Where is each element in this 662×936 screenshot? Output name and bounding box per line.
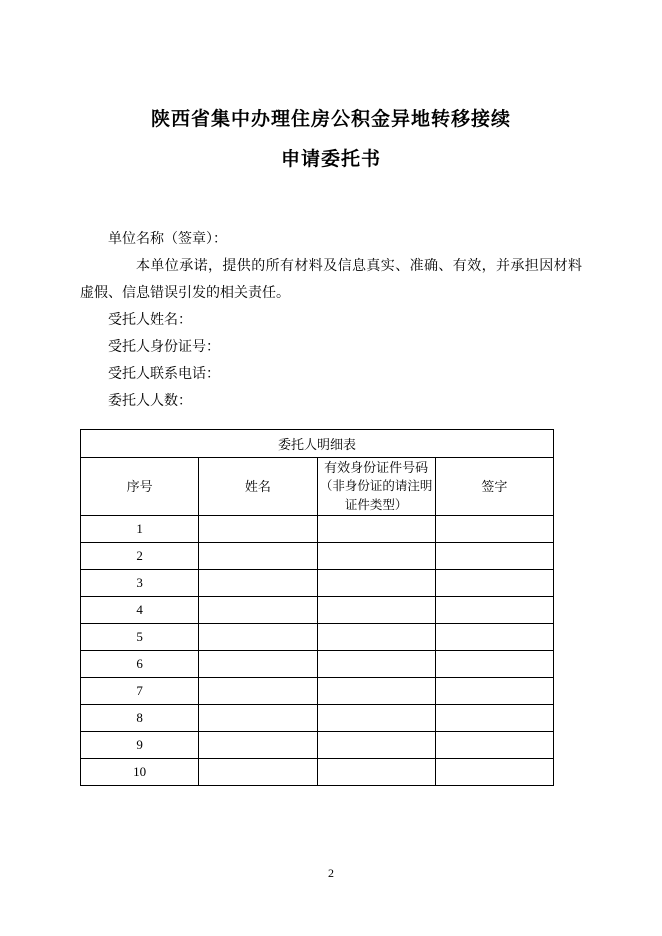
row-signature[interactable] <box>435 516 553 543</box>
field-trustee-id: 受托人身份证号： <box>108 340 220 355</box>
row-no: 5 <box>81 624 199 651</box>
row-name[interactable] <box>199 543 317 570</box>
row-signature[interactable] <box>435 543 553 570</box>
unit-name-label: 单位名称（签章）： <box>108 232 227 247</box>
header-no: 序号 <box>81 458 199 516</box>
row-id[interactable] <box>317 597 435 624</box>
table-row <box>81 624 554 651</box>
table-caption-row <box>81 430 554 458</box>
row-id[interactable] <box>317 516 435 543</box>
table-header-row <box>81 458 554 516</box>
row-name[interactable] <box>199 732 317 759</box>
row-no: 3 <box>81 570 199 597</box>
header-name: 姓名 <box>199 458 317 516</box>
row-signature[interactable] <box>435 570 553 597</box>
table-row <box>81 732 554 759</box>
table-row <box>81 543 554 570</box>
table-row <box>81 705 554 732</box>
row-name[interactable] <box>199 597 317 624</box>
row-signature[interactable] <box>435 759 553 786</box>
document-body <box>80 226 582 415</box>
row-id[interactable] <box>317 732 435 759</box>
table-caption: 委托人明细表 <box>81 430 554 458</box>
title-line-2: 申请委托书 <box>280 149 381 170</box>
row-name[interactable] <box>199 651 317 678</box>
row-name[interactable] <box>199 624 317 651</box>
row-signature[interactable] <box>435 624 553 651</box>
table-row <box>81 651 554 678</box>
table-row <box>81 570 554 597</box>
field-client-count: 委托人人数： <box>108 394 192 409</box>
row-no: 9 <box>81 732 199 759</box>
page-number: 2 <box>328 866 334 880</box>
table-row <box>81 516 554 543</box>
row-id[interactable] <box>317 705 435 732</box>
row-no: 6 <box>81 651 199 678</box>
row-name[interactable] <box>199 705 317 732</box>
row-name[interactable] <box>199 678 317 705</box>
row-signature[interactable] <box>435 678 553 705</box>
field-trustee-name: 受托人姓名： <box>108 313 192 328</box>
row-no: 4 <box>81 597 199 624</box>
client-detail-table <box>80 429 554 786</box>
row-id[interactable] <box>317 570 435 597</box>
table-row <box>81 678 554 705</box>
row-signature[interactable] <box>435 651 553 678</box>
header-id-line-1: 有效身份证件号码 <box>324 460 429 475</box>
row-no: 10 <box>81 759 199 786</box>
row-id[interactable] <box>317 624 435 651</box>
document-title <box>80 0 582 180</box>
statement-paragraph: 本单位承诺，提供的所有材料及信息真实、准确、有效，并承担因材料虚假、信息错误引发的相关责任。 <box>80 259 582 301</box>
table-row <box>81 597 554 624</box>
row-signature[interactable] <box>435 597 553 624</box>
row-id[interactable] <box>317 759 435 786</box>
table-row <box>81 759 554 786</box>
header-signature: 签字 <box>435 458 553 516</box>
row-no: 2 <box>81 543 199 570</box>
header-id-line-2: （非身份证的请注明证件类型） <box>319 479 433 512</box>
row-name[interactable] <box>199 570 317 597</box>
row-name[interactable] <box>199 759 317 786</box>
title-line-1: 陕西省集中办理住房公积金异地转移接续 <box>150 109 511 130</box>
field-trustee-phone: 受托人联系电话： <box>108 367 220 382</box>
row-signature[interactable] <box>435 705 553 732</box>
row-id[interactable] <box>317 678 435 705</box>
row-no: 8 <box>81 705 199 732</box>
row-name[interactable] <box>199 516 317 543</box>
row-id[interactable] <box>317 543 435 570</box>
row-no: 1 <box>81 516 199 543</box>
header-id <box>317 458 435 516</box>
row-no: 7 <box>81 678 199 705</box>
row-signature[interactable] <box>435 732 553 759</box>
row-id[interactable] <box>317 651 435 678</box>
